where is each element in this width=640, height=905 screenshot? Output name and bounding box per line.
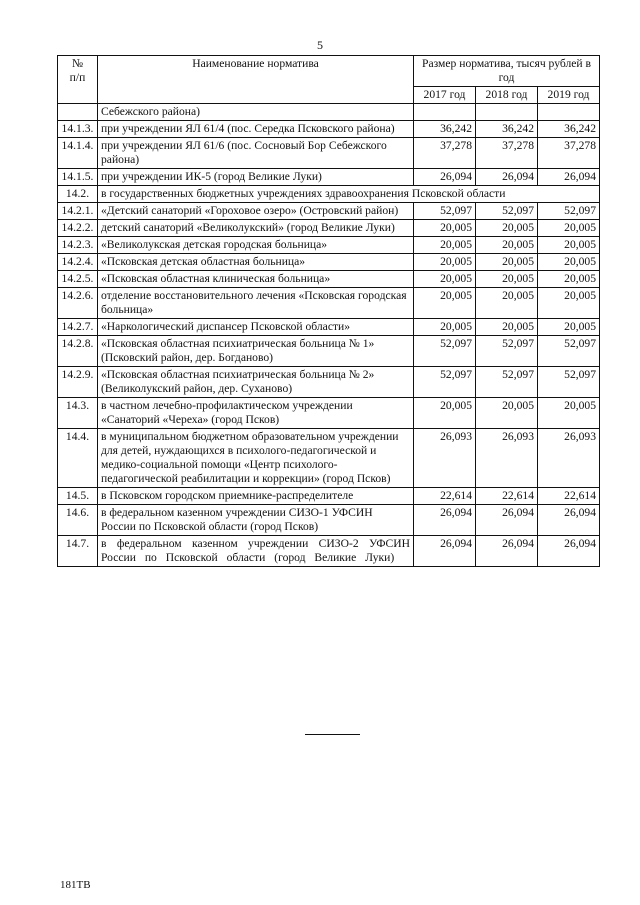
value-2018: 20,005 [476, 319, 538, 336]
table-row [58, 488, 600, 505]
header-year-2017: 2017 год [414, 87, 476, 104]
value-2019: 37,278 [538, 138, 600, 169]
table-row [58, 429, 600, 488]
value-2017: 20,005 [414, 254, 476, 271]
table-row [58, 220, 600, 237]
table-row [58, 536, 600, 567]
table-row [58, 237, 600, 254]
table-body [58, 104, 600, 567]
header-name: Наименование норматива [98, 56, 414, 104]
value-2018: 52,097 [476, 203, 538, 220]
table-header-row [58, 56, 600, 87]
row-number: 14.2.6. [58, 288, 98, 319]
table-row [58, 121, 600, 138]
table-row [58, 288, 600, 319]
value-2019: 52,097 [538, 203, 600, 220]
table-row [58, 336, 600, 367]
value-2019: 20,005 [538, 237, 600, 254]
row-name: в федеральном казенном учреждении СИЗО-2 УФСИН России по Псковской области (город Великие Луки) [98, 536, 414, 567]
row-number: 14.1.5. [58, 169, 98, 186]
table-row [58, 271, 600, 288]
header-year-2018: 2018 год [476, 87, 538, 104]
value-2019: 26,094 [538, 536, 600, 567]
value-2019: 26,094 [538, 505, 600, 536]
table-row [58, 254, 600, 271]
value-2017: 22,614 [414, 488, 476, 505]
value-2018: 52,097 [476, 367, 538, 398]
row-name: «Детский санаторий «Гороховое озеро» (Островский район) [98, 203, 414, 220]
row-name: отделение восстановительного лечения «Псковская городская больница» [98, 288, 414, 319]
row-number: 14.2.1. [58, 203, 98, 220]
value-2017: 20,005 [414, 319, 476, 336]
row-name: при учреждении ЯЛ 61/4 (пос. Середка Псковского района) [98, 121, 414, 138]
continuation-empty-cell [414, 104, 476, 121]
continuation-text: Себежского района) [98, 104, 414, 121]
section-row [58, 186, 600, 203]
value-2019: 20,005 [538, 220, 600, 237]
end-divider-line [305, 734, 360, 735]
value-2019: 22,614 [538, 488, 600, 505]
row-number: 14.5. [58, 488, 98, 505]
row-number: 14.6. [58, 505, 98, 536]
row-number: 14.4. [58, 429, 98, 488]
table-row [58, 169, 600, 186]
value-2017: 52,097 [414, 336, 476, 367]
row-name: в государственных бюджетных учреждениях здравоохранения Псковской области [98, 186, 600, 203]
row-number: 14.2.9. [58, 367, 98, 398]
header-year-2019: 2019 год [538, 87, 600, 104]
row-number: 14.3. [58, 398, 98, 429]
table-row [58, 319, 600, 336]
value-2017: 37,278 [414, 138, 476, 169]
row-name: «Наркологический диспансер Псковской области» [98, 319, 414, 336]
value-2018: 20,005 [476, 271, 538, 288]
value-2019: 26,094 [538, 169, 600, 186]
row-name: в Псковском городском приемнике-распределителе [98, 488, 414, 505]
value-2019: 52,097 [538, 336, 600, 367]
row-name: «Псковская областная клиническая больница» [98, 271, 414, 288]
table-row [58, 203, 600, 220]
value-2018: 36,242 [476, 121, 538, 138]
value-2017: 26,094 [414, 505, 476, 536]
table-row [58, 398, 600, 429]
value-2019: 20,005 [538, 254, 600, 271]
row-number: 14.7. [58, 536, 98, 567]
value-2019: 20,005 [538, 288, 600, 319]
value-2018: 20,005 [476, 288, 538, 319]
value-2018: 52,097 [476, 336, 538, 367]
table-row [58, 505, 600, 536]
row-number: 14.1.4. [58, 138, 98, 169]
continuation-number-cell [58, 104, 98, 121]
norms-table [57, 55, 600, 567]
value-2019: 36,242 [538, 121, 600, 138]
row-name: при учреждении ЯЛ 61/6 (пос. Сосновый Бор Себежского района) [98, 138, 414, 169]
value-2018: 20,005 [476, 220, 538, 237]
value-2017: 26,094 [414, 536, 476, 567]
value-2017: 20,005 [414, 220, 476, 237]
value-2018: 26,094 [476, 169, 538, 186]
value-2018: 20,005 [476, 254, 538, 271]
header-number: № п/п [58, 56, 98, 104]
row-name: в муниципальном бюджетном образовательном учреждении для детей, нуждающихся в психолого-педагогической и медико-социальной помощи «Центр психолого-педагогической реабилитации и коррекции» (город Псков) [98, 429, 414, 488]
header-size: Размер норматива, тысяч рублей в год [414, 56, 600, 87]
row-name: «Псковская детская областная больница» [98, 254, 414, 271]
page-number: 5 [317, 38, 323, 52]
value-2017: 20,005 [414, 271, 476, 288]
value-2018: 37,278 [476, 138, 538, 169]
row-number: 14.2.4. [58, 254, 98, 271]
value-2019: 20,005 [538, 398, 600, 429]
row-number: 14.2. [58, 186, 98, 203]
value-2017: 52,097 [414, 203, 476, 220]
value-2017: 52,097 [414, 367, 476, 398]
value-2017: 20,005 [414, 398, 476, 429]
row-number: 14.2.8. [58, 336, 98, 367]
value-2017: 26,093 [414, 429, 476, 488]
row-name: в частном лечебно-профилактическом учреждении «Санаторий «Череха» (город Псков) [98, 398, 414, 429]
footer-document-code: 181ТВ [60, 879, 91, 891]
value-2019: 52,097 [538, 367, 600, 398]
row-number: 14.2.7. [58, 319, 98, 336]
value-2018: 26,094 [476, 536, 538, 567]
row-name: «Великолукская детская городская больница» [98, 237, 414, 254]
value-2018: 26,094 [476, 505, 538, 536]
value-2017: 36,242 [414, 121, 476, 138]
row-number: 14.1.3. [58, 121, 98, 138]
value-2018: 26,093 [476, 429, 538, 488]
row-name: в федеральном казенном учреждении СИЗО-1 УФСИН России по Псковской области (город Псков) [98, 505, 414, 536]
row-number: 14.2.2. [58, 220, 98, 237]
row-name: детский санаторий «Великолукский» (город Великие Луки) [98, 220, 414, 237]
continuation-empty-cell [476, 104, 538, 121]
value-2018: 20,005 [476, 398, 538, 429]
value-2019: 26,093 [538, 429, 600, 488]
table-row [58, 367, 600, 398]
value-2019: 20,005 [538, 319, 600, 336]
row-name: «Псковская областная психиатрическая больница № 1» (Псковский район, дер. Богданово) [98, 336, 414, 367]
continuation-row [58, 104, 600, 121]
row-number: 14.2.3. [58, 237, 98, 254]
continuation-empty-cell [538, 104, 600, 121]
value-2018: 20,005 [476, 237, 538, 254]
table-row [58, 138, 600, 169]
row-number: 14.2.5. [58, 271, 98, 288]
value-2018: 22,614 [476, 488, 538, 505]
row-name: «Псковская областная психиатрическая больница № 2» (Великолукский район, дер. Суханово) [98, 367, 414, 398]
value-2017: 26,094 [414, 169, 476, 186]
value-2019: 20,005 [538, 271, 600, 288]
value-2017: 20,005 [414, 237, 476, 254]
value-2017: 20,005 [414, 288, 476, 319]
row-name: при учреждении ИК-5 (город Великие Луки) [98, 169, 414, 186]
